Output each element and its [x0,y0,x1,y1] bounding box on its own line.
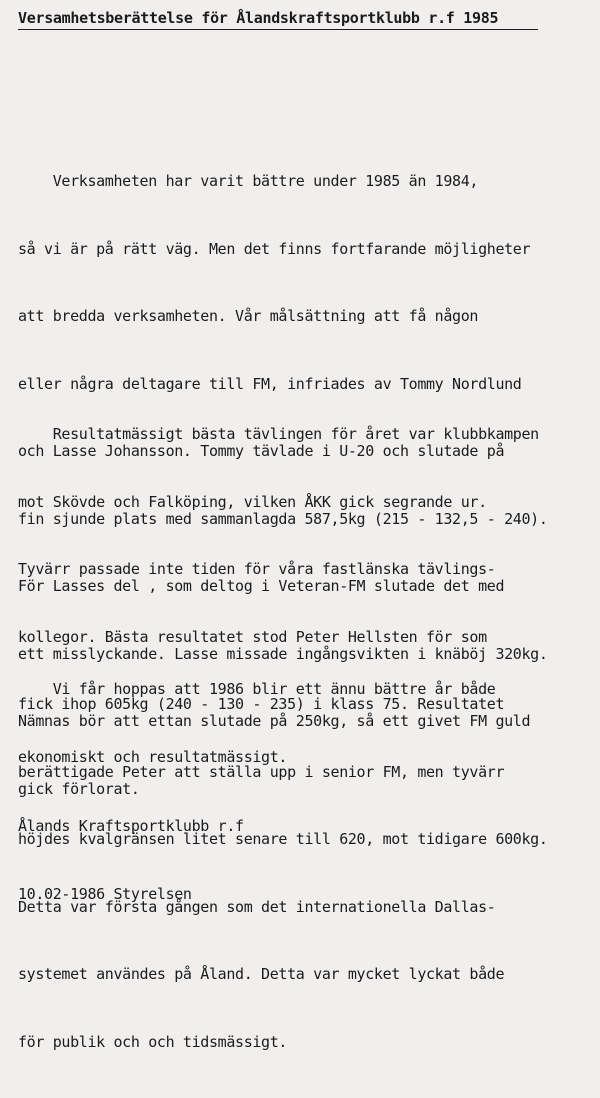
document-title: Versamhetsberättelse för Ålandskraftsportklubb r.f 1985 [18,9,499,27]
text-line: ekonomiskt och resultatmässigt. [18,747,288,766]
text-line: För Lasses del , som deltog i Veteran-FM slutade det med [18,577,505,595]
text-line: fick ihop 605kg (240 - 130 - 235) i klass 75. Resultatet [18,695,505,713]
text-line: höjdes kvalgränsen litet senare till 620, mot tidigare 600kg. [18,830,548,848]
text-line: Resultatmässigt bästa tävlingen för året var klubbkampen [18,425,539,443]
text-line: eller några deltagare till FM, infriades av Tommy Nordlund [18,374,522,393]
text-line: så vi är på rätt väg. Men det finns fortfarande möjligheter [18,239,531,258]
text-line: för publik och och tidsmässigt. [18,1032,288,1051]
text-line: Verksamheten har varit bättre under 1985 än 1984, [18,172,479,190]
signature-block [18,770,593,950]
title-underline [18,29,538,30]
text-line: Tyvärr passade inte tiden för våra fastlänska tävlings- [18,560,496,578]
text-line: kollegor. Bästa resultatet stod Peter Hellsten för som [18,627,487,646]
text-line: gick förlorat. [18,779,140,798]
text-line: ett misslyckande. Lasse missade ingångsvikten i knäböj 320kg. [18,644,548,663]
text-line: och Lasse Johansson. Tommy tävlade i U-20 och slutade på [18,442,505,460]
signature-line: Ålands Kraftsportklubb r.f [18,817,244,835]
text-line: att bredda verksamheten. Vår målsättning att få någon [18,307,479,325]
text-line: systemet användes på Åland. Detta var mycket lyckat både [18,965,505,983]
text-line: Detta var första gången som det internationella Dallas- [18,897,496,916]
text-line: Nämnas bör att ettan slutade på 250kg, så ett givet FM guld [18,712,531,730]
signature-line: 10.02-1986 Styrelsen [18,884,192,903]
text-line: mot Skövde och Falköping, vilken ÅKK gick segrande ur. [18,492,487,511]
text-line: Vi får hoppas att 1986 blir ett ännu bättre år både [18,680,496,698]
text-line: berättigade Peter att ställa upp i senior FM, men tyvärr [18,762,505,781]
text-line: fin sjunde plats med sammanlagda 587,5kg (215 - 132,5 - 240). [18,509,548,528]
